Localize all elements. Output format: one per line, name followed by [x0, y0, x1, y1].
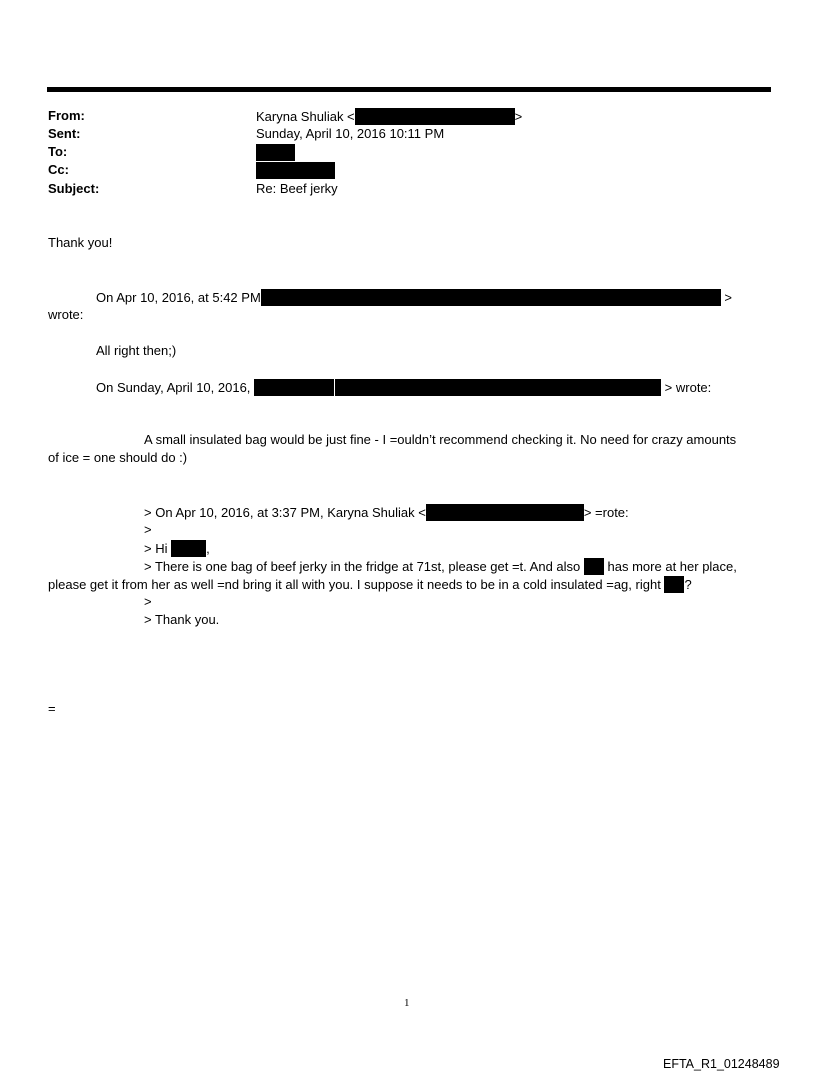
hi-line	[144, 540, 210, 557]
allright-line: All right then;)	[96, 343, 177, 358]
hi-suffix: ,	[206, 541, 210, 556]
quote1-line	[96, 289, 732, 306]
quote1-suffix: >	[724, 290, 732, 305]
para1-line1: A small insulated bag would be just fine - I =ouldn’t recommend checking it. No need for crazy amounts	[144, 432, 737, 447]
to-value	[256, 144, 295, 161]
quote2-prefix: On Sunday, April 10, 2016,	[96, 380, 251, 395]
redaction	[261, 289, 721, 306]
thankyou-line: > Thank you.	[144, 612, 220, 627]
jerky-question: ?	[684, 577, 692, 592]
quote1-wrote: wrote:	[48, 307, 84, 322]
header-rule	[47, 87, 771, 92]
jerky-line1	[144, 558, 737, 575]
quote1-prefix: On Apr 10, 2016, at 5:42 PM	[96, 290, 261, 305]
redaction	[584, 558, 604, 575]
thanks-line: Thank you!	[48, 235, 113, 250]
quote3-prefix: > On Apr 10, 2016, at 3:37 PM, Karyna Shuliak <	[144, 505, 426, 520]
sent-label: Sent:	[48, 126, 81, 141]
quote-marker: >	[144, 522, 152, 537]
jerky-line2	[48, 576, 692, 593]
quote3-line	[144, 504, 629, 521]
quote2-suffix: > wrote:	[664, 380, 712, 395]
quote3-suffix: > =rote:	[583, 505, 629, 520]
hi-prefix: > Hi	[144, 541, 168, 556]
page-number: 1	[404, 997, 410, 1009]
quote-marker: >	[144, 594, 152, 609]
sent-value: Sunday, April 10, 2016 10:11 PM	[256, 126, 445, 141]
jerky-text-c: please get it from her as well =nd bring it all with you. I suppose it needs to be in a cold insulated =ag, right	[48, 577, 661, 592]
redaction	[256, 144, 295, 161]
trailing-equals: =	[48, 701, 56, 716]
quote2-line	[96, 379, 711, 396]
jerky-text-b: has more at her place,	[607, 559, 737, 574]
redaction	[664, 576, 684, 593]
jerky-text-a: > There is one bag of beef jerky in the fridge at 71st, please get =t. And also	[144, 559, 581, 574]
cc-label: Cc:	[48, 162, 69, 177]
document-id: EFTA_R1_01248489	[663, 1057, 780, 1071]
redaction	[256, 162, 335, 179]
para1-line2: of ice = one should do :)	[48, 450, 188, 465]
from-name: Karyna Shuliak <	[256, 109, 355, 124]
subject-value: Re: Beef jerky	[256, 181, 338, 196]
redaction	[254, 379, 334, 396]
redaction	[426, 504, 584, 521]
redaction	[171, 540, 206, 557]
to-label: To:	[48, 144, 68, 159]
redaction	[335, 379, 661, 396]
from-value	[256, 108, 522, 125]
from-label: From:	[48, 108, 85, 123]
cc-value	[256, 162, 335, 179]
subject-label: Subject:	[48, 181, 100, 196]
redaction	[355, 108, 515, 125]
from-close: >	[514, 109, 523, 124]
